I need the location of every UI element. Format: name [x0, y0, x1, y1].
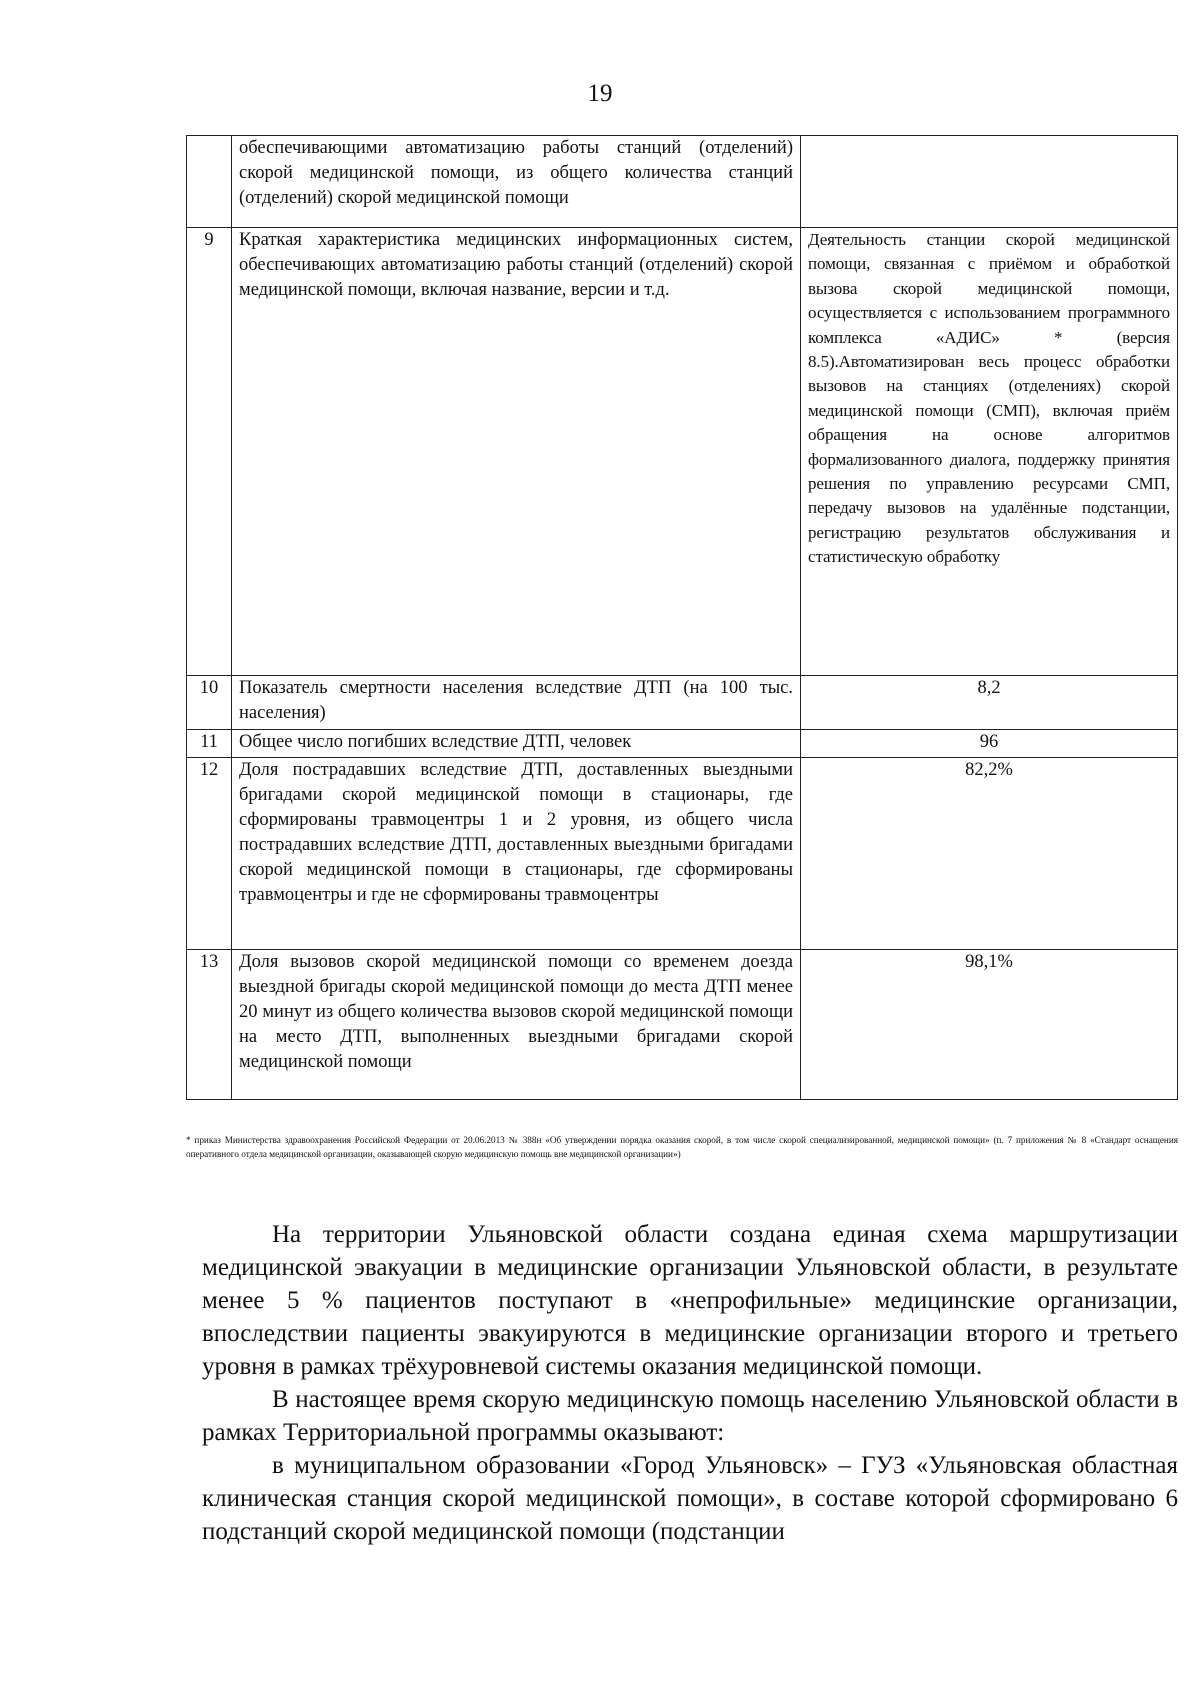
paragraph: в муниципальном образовании «Город Ульяновск» – ГУЗ «Ульяновская областная клиническая станция скорой медицинской помощи», в составе которой сформировано 6 подстанций скорой медицинской помощи (подстанции [202, 1452, 1178, 1545]
row-value: 98,1% [801, 950, 1178, 1100]
row-number: 13 [187, 950, 232, 1100]
row-number: 12 [187, 758, 232, 950]
row-number: 11 [187, 730, 232, 758]
row-description: обеспечивающими автоматизацию работы станций (отделений) скорой медицинской помощи, из общего количества станций (отделений) скорой медицинской помощи [232, 136, 801, 228]
body-text [202, 1218, 1178, 1548]
paragraph: В настоящее время скорую медицинскую помощь населению Ульяновской области в рамках Территориальной программы оказывают: [202, 1386, 1178, 1446]
row-value: 82,2% [801, 758, 1178, 950]
page-number: 19 [587, 80, 613, 107]
row-value: 8,2 [801, 676, 1178, 730]
row-value: 96 [801, 730, 1178, 758]
row-number [187, 136, 232, 228]
row-value: Деятельность станции скорой медицинской помощи, связанная с приёмом и обработкой вызова скорой медицинской помощи, осуществляется с использованием программного комплекса «АДИС» * (версия 8.5).Автоматизирован весь процесс обработки вызовов на станциях (отделениях) скорой медицинской помощи (СМП), включая приём обращения на основе алгоритмов формализованного диалога, поддержку принятия решения по управлению ресурсами СМП, передачу вызовов на удалённые подстанции, регистрацию результатов обслуживания и статистическую обработку [801, 228, 1178, 676]
table-row [187, 730, 1178, 758]
paragraph: На территории Ульяновской области создана единая схема маршрутизации медицинской эвакуации в медицинские организации Ульяновской области, в результате менее 5 % пациентов поступают в «непрофильные» медицинские организации, впоследствии пациенты эвакуируются в медицинские организации второго и третьего уровня в рамках трёхуровневой системы оказания медицинской помощи. [202, 1221, 1178, 1380]
row-description: Краткая характеристика медицинских информационных систем, обеспечивающих автоматизацию работы станций (отделений) скорой медицинской помощи, включая название, версии и т.д. [232, 228, 801, 676]
table-row [187, 676, 1178, 730]
row-number: 9 [187, 228, 232, 676]
table-footnote: * приказ Министерства здравоохранения Российской Федерации от 20.06.2013 № 388н «Об утверждении порядка оказания скорой, в том числе скорой специализированной, медицинской помощи» (п. 7 приложения № 8 «Стандарт оснащения оперативного отдела медицинской организации, оказывающей скорую медицинскую помощь вне медицинской организации») [186, 1135, 1178, 1159]
indicators-table [186, 135, 1178, 1100]
row-number: 10 [187, 676, 232, 730]
row-description: Показатель смертности населения вследствие ДТП (на 100 тыс. населения) [232, 676, 801, 730]
table-row [187, 136, 1178, 228]
table-row [187, 758, 1178, 950]
row-value [801, 136, 1178, 228]
row-description: Общее число погибших вследствие ДТП, человек [232, 730, 801, 758]
table-row [187, 950, 1178, 1100]
table-row [187, 228, 1178, 676]
row-description: Доля вызовов скорой медицинской помощи со временем доезда выездной бригады скорой медицинской помощи до места ДТП менее 20 минут из общего количества вызовов скорой медицинской помощи на место ДТП, выполненных выездными бригадами скорой медицинской помощи [232, 950, 801, 1100]
row-description: Доля пострадавших вследствие ДТП, доставленных выездными бригадами скорой медицинской помощи в стационары, где сформированы травмоцентры 1 и 2 уровня, из общего числа пострадавших вследствие ДТП, доставленных выездными бригадами скорой медицинской помощи в стационары, где сформированы травмоцентры и где не сформированы травмоцентры [232, 758, 801, 950]
